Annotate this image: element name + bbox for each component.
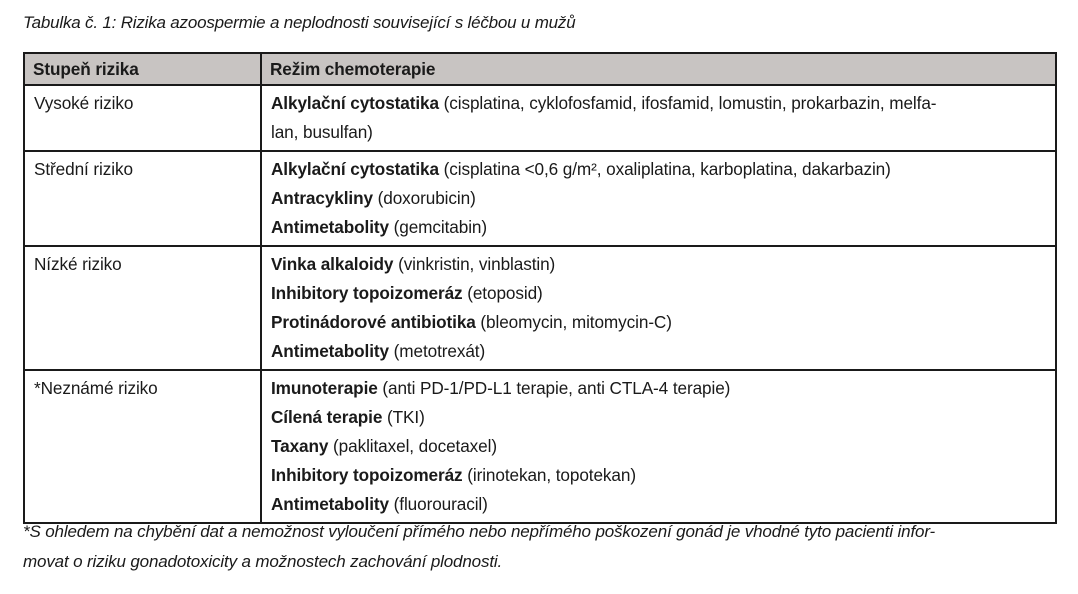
regimen-line bbox=[271, 432, 1047, 461]
risk-level-cell: *Neznámé riziko bbox=[24, 370, 261, 523]
regimen-line bbox=[271, 403, 1047, 432]
table-header-row bbox=[24, 53, 1056, 85]
regimen-line bbox=[271, 279, 1047, 308]
regimen-line bbox=[271, 89, 1047, 118]
drug-detail: (cisplatina, cyklofosfamid, ifosfamid, lomustin, prokarbazin, melfa- bbox=[438, 93, 937, 113]
table-row bbox=[24, 370, 1056, 523]
drug-class: Vinka alkaloidy bbox=[271, 254, 394, 274]
regimen-line-continuation: lan, busulfan) bbox=[271, 122, 373, 142]
risk-table bbox=[23, 52, 1057, 524]
drug-class: Protinádorové antibiotika bbox=[271, 312, 476, 332]
drug-detail: (TKI) bbox=[382, 407, 425, 427]
drug-detail: (bleomycin, mitomycin-C) bbox=[475, 312, 672, 332]
drug-class: Alkylační cytostatika bbox=[271, 159, 439, 179]
drug-detail: (cisplatina <0,6 g/m², oxaliplatina, karboplatina, dakarbazin) bbox=[438, 159, 891, 179]
regimen-line bbox=[271, 490, 1047, 519]
drug-class: Cílená terapie bbox=[271, 407, 383, 427]
drug-detail: (fluorouracil) bbox=[388, 494, 488, 514]
drug-detail: (metotrexát) bbox=[388, 341, 486, 361]
drug-detail: (gemcitabin) bbox=[388, 217, 488, 237]
regimen-line bbox=[271, 337, 1047, 366]
regimen-cell bbox=[261, 370, 1056, 523]
footnote-line: *S ohledem na chybění dat a nemožnost vyloučení přímého nebo nepřímého poškození gonád je vhodné tyto pacienti infor- bbox=[23, 522, 936, 541]
drug-class: Taxany bbox=[271, 436, 329, 456]
drug-detail: (anti PD-1/PD-L1 terapie, anti CTLA-4 terapie) bbox=[377, 378, 731, 398]
regimen-cell bbox=[261, 246, 1056, 370]
drug-detail: (doxorubicin) bbox=[372, 188, 476, 208]
drug-detail: (paklitaxel, docetaxel) bbox=[328, 436, 497, 456]
drug-class: Antimetabolity bbox=[271, 341, 389, 361]
table-caption: Tabulka č. 1: Rizika azoospermie a neplodnosti související s léčbou u mužů bbox=[23, 13, 576, 32]
drug-class: Antimetabolity bbox=[271, 494, 389, 514]
drug-detail: (vinkristin, vinblastin) bbox=[393, 254, 556, 274]
risk-level-cell: Vysoké riziko bbox=[24, 85, 261, 151]
table-row bbox=[24, 85, 1056, 151]
header-chemo-regimen: Režim chemoterapie bbox=[261, 53, 1056, 85]
risk-level-cell: Nízké riziko bbox=[24, 246, 261, 370]
drug-detail: (irinotekan, topotekan) bbox=[462, 465, 636, 485]
regimen-line bbox=[271, 213, 1047, 242]
table-row bbox=[24, 151, 1056, 246]
drug-class: Inhibitory topoizomeráz bbox=[271, 283, 463, 303]
drug-class: Antracykliny bbox=[271, 188, 373, 208]
regimen-line bbox=[271, 184, 1047, 213]
drug-class: Imunoterapie bbox=[271, 378, 378, 398]
regimen-cell bbox=[261, 151, 1056, 246]
drug-class: Inhibitory topoizomeráz bbox=[271, 465, 463, 485]
drug-class: Antimetabolity bbox=[271, 217, 389, 237]
regimen-line bbox=[271, 374, 1047, 403]
table-row bbox=[24, 246, 1056, 370]
regimen-line bbox=[271, 250, 1047, 279]
table-footnote bbox=[23, 517, 1059, 577]
footnote-line: movat o riziku gonadotoxicity a možnostech zachování plodnosti. bbox=[23, 552, 503, 571]
regimen-line bbox=[271, 308, 1047, 337]
regimen-line bbox=[271, 461, 1047, 490]
header-risk-level: Stupeň rizika bbox=[24, 53, 261, 85]
risk-level-cell: Střední riziko bbox=[24, 151, 261, 246]
drug-detail: (etoposid) bbox=[462, 283, 543, 303]
regimen-line bbox=[271, 155, 1047, 184]
drug-class: Alkylační cytostatika bbox=[271, 93, 439, 113]
regimen-cell bbox=[261, 85, 1056, 151]
